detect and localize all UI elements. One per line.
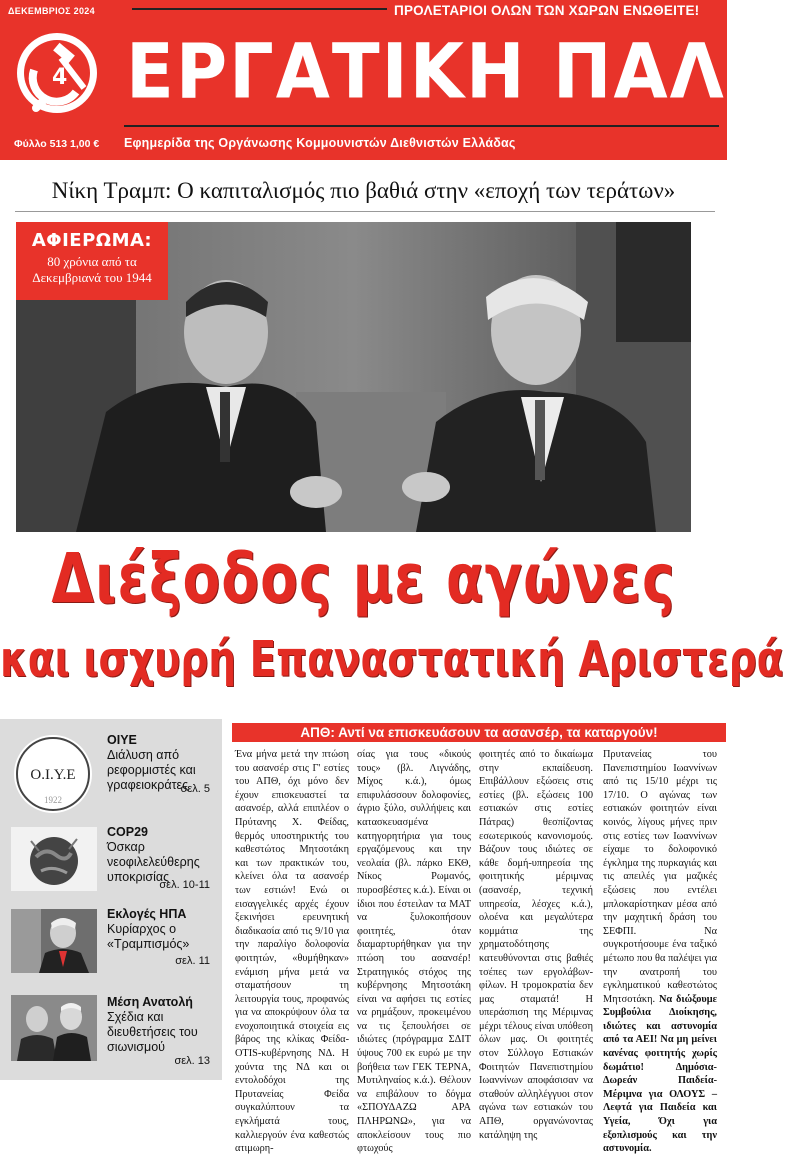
article-title[interactable]: ΑΠΘ: Αντί να επισκευάσουν τα ασανσέρ, τα καταργούν! — [300, 725, 658, 740]
sidebar-item-desc: Σχέδια και διευθετήσεις του σιωνισμού — [107, 1010, 198, 1054]
oiye-logo-year: 1922 — [44, 795, 62, 805]
oiye-logo-text: O.I.Y.E — [30, 767, 76, 783]
issue-price: Φύλλο 513 1,00 € — [14, 138, 100, 150]
sidebar-item-title: ΟΙΥΕ — [107, 733, 137, 747]
slogan-divider — [132, 8, 387, 10]
article-column-1: Ένα μήνα μετά την πτώση του ασανσέρ στις Γ' εστίες του ΑΠΘ, όχι μόνο δεν έχουν επισκευαστεί τα ασανσέρ, αλλά επιπλέον ο Πρύτανης Χ. Φείδας, θερμός υποστηρικτής του καθεστώτος Μητσοτάκη και των πρακτικών του, κλείνει όλα τα ασανσέρ των εστιών! Ενώ οι εισαγγελικές αρχές έχουν ξεκινήσει ερευνητική διαδικασία από τις 9/10 για την παραλίγο δολοφονία φοιτητών, «θυμήθηκαν» ενάμιση μήνα μετά να σταματήσουν τη λειτουργία τους, προφανώς για να αποκρύψουν όλα τα ενοχοποιητικά στοιχεία εις βάρος της κλίκας Φείδα-OTIS-κυβέρνησης ΝΔ. Η χούντα της ΝΔ και οι εντολοδόχοι της Πρυτανείας Φείδα συγκαλύπτουν τα εγκλήματά τους, καλλιεργούν ένα καθεστώς ατιμωρη- — [235, 749, 349, 1155]
sidebar — [0, 719, 222, 1080]
oiye-logo-icon — [14, 735, 92, 813]
masthead-subtitle: Εφημερίδα της Οργάνωσης Κομμουνιστών Διεθνιστών Ελλάδας — [124, 136, 516, 150]
afieroma-line2: Δεκεμβριανά του 1944 — [32, 270, 152, 285]
sidebar-item-desc: Όσκαρ νεοφιλελεύθερης υποκρισίας — [107, 840, 200, 884]
top-headline[interactable]: Νίκη Τραμπ: Ο καπιταλισμός πιο βαθιά στην «εποχή των τεράτων» — [51, 178, 676, 203]
sidebar-item-us-elections[interactable] — [0, 905, 222, 985]
article-column-4 — [603, 748, 717, 1155]
newspaper-title: ΕΡΓΑΤΙΚΗ ΠΑΛΗ — [126, 27, 786, 116]
sidebar-item-desc: Διάλυση από ρεφορμιστές και γραφειοκράτες — [107, 748, 196, 792]
sidebar-item-page: σελ. 11 — [175, 955, 210, 967]
headline-divider — [15, 211, 715, 212]
afieroma-line1: 80 χρόνια από τα — [47, 254, 137, 269]
sidebar-item-title: Εκλογές ΗΠΑ — [107, 907, 187, 921]
us-elections-photo-icon — [11, 909, 97, 973]
sidebar-item-middle-east[interactable] — [0, 993, 222, 1075]
sidebar-item-title: Μέση Ανατολή — [107, 995, 193, 1009]
afieroma-subtitle — [16, 254, 168, 286]
middle-east-photo-icon — [11, 995, 97, 1061]
article-column-4-text: Πρυτανείας του Πανεπιστημίου Ιωαννίνων από τις 15/10 μέχρι τις 17/10. Ο αγώνας των εστιακών φοιτητών είναι κοινός, λίγους μήνες πριν στις εστίες των Ιωαννίνων είχαμε το δολοφονικό έγκλημα της πυρκαγιάς και τις απειλές για μαζικές εξώσεις που εντέλει μπλοκαρίστηκαν μέσα από την μαχητική δράση του ΣΕΦΠΙ. Να συγκροτήσουμε ένα ταξικό μέτωπο που θα παλέψει για την ανατροπή του εγκληματικού καθεστώτος Μητσοτάκη. — [603, 749, 717, 1005]
main-headline-line1[interactable]: Διέξοδος με αγώνες — [51, 538, 676, 618]
sidebar-item-page: σελ. 10-11 — [159, 879, 210, 891]
sidebar-item-page: σελ. 13 — [174, 1055, 210, 1067]
sidebar-item-page: σελ. 5 — [180, 783, 210, 795]
issue-date: ΔΕΚΕΜΒΡΙΟΣ 2024 — [8, 6, 95, 16]
masthead-slogan: ΠΡΟΛΕΤΑΡΙΟΙ ΟΛΩΝ ΤΩΝ ΧΩΡΩΝ ΕΝΩΘΕΙΤΕ! — [394, 3, 700, 18]
sidebar-item-title: COP29 — [107, 825, 148, 839]
main-headline-line2[interactable]: και ισχυρή Επαναστατική Αριστερά — [0, 632, 784, 689]
masthead-divider — [124, 125, 719, 127]
article-column-3: φοιτητές από το δικαίωμα στην εκπαίδευση. Επιβάλλουν εξώσεις στις εστίες (βλ. εξώσεις 100 εστιακών στις εστίες Πάτρας) θεσπίζοντας εσωτερικούς κανονισμούς. Βάζουν τους ιδιώτες σε κάθε δομή-υπηρεσία της φοιτητικής μέριμνας (ασανσέρ, τεχνική υπηρεσία, λέσχες κ.ά.), ολοένα και μεγαλύτερα κομμάτια της χρηματοδότησης κατευθύνονται στις βαθιές τσέπες των εργολάβων-φίλων. Η τρομοκρατία δεν μας σταματά! Η υπεράσπιση της Μέριμνας μέχρι τέλους είναι υπόθεση όλων μας. Οι φοιτητές στον Σύλλογο Εστιακών Φοιτητών Πανεπιστημίου Ιωαννίνων αποφάσισαν να σταθούν αλληλέγγυοι στον αγώνα των εστιακών του ΑΠΘ, οργανώνοντας κατάληψη της — [479, 749, 593, 1141]
afieroma-title: ΑΦΙΕΡΩΜΑ: — [31, 230, 153, 251]
hammer-sickle-logo-icon — [14, 30, 100, 116]
sidebar-item-desc: Κυρίαρχος ο «Τραμπισμός» — [107, 922, 190, 951]
afieroma-box[interactable] — [16, 222, 168, 300]
svg-text:4: 4 — [52, 65, 68, 90]
article-column-4-demands: Να διώξουμε Συμβούλια Διοίκησης, ιδιώτες και αστυνομία από τα ΑΕΙ! Να μη μείνει κανένας φοιτητής χωρίς δωμάτιο! Δημόσια-Δωρεάν Παιδεία-Μέριμνα για ΟΛΟΥΣ – Λεφτά για Παιδεία και Υγεία, Όχι για εξοπλισμούς και την αστυνομία. — [603, 993, 717, 1155]
article-column-2: σίας για τους «δικούς τους» (βλ. Λιγνάδης, Μίχος κ.ά.), όμως επιφυλάσσουν δολοφονίες, άγριο ξύλο, συλλήψεις και κατασκευασμένα κατηγορητήρια για τους εργαζόμενους και την νεολαία (βλ. πάρκο ΕΚΘ, Νίκος Ρωμανός, πυροσβέστες κ.ά.). Είναι οι ίδιοι που έστειλαν τα ΜΑΤ να ξυλοκοπήσουν φοιτητές, όταν διαμαρτυρήθηκαν για την πτώση του ασανσέρ! Στρατηγικός στόχος της κυβέρνησης Μητσοτάκη είναι να αφήσει τις εστίες να ρημάξουν, προκειμένου να τις ξεπουλήσει σε ιδιώτες (πρόγραμμα ΣΔΙΤ ύψους 700 εκ ευρώ με την βοήθεια των ΓΕΚ ΤΕΡΝΑ, Μυτιληναίος κ.ά.). Θέλουν να επιβάλουν το δόγμα «ΣΠΟΥΔΑΖΩ ΑΡΑ ΠΛΗΡΩΝΩ», για να αποκλείσουν τους πιο φτωχούς — [357, 749, 471, 1155]
sidebar-item-cop29[interactable] — [0, 823, 222, 903]
earth-planet-icon — [11, 827, 97, 891]
sidebar-item-oiye[interactable] — [0, 731, 222, 811]
